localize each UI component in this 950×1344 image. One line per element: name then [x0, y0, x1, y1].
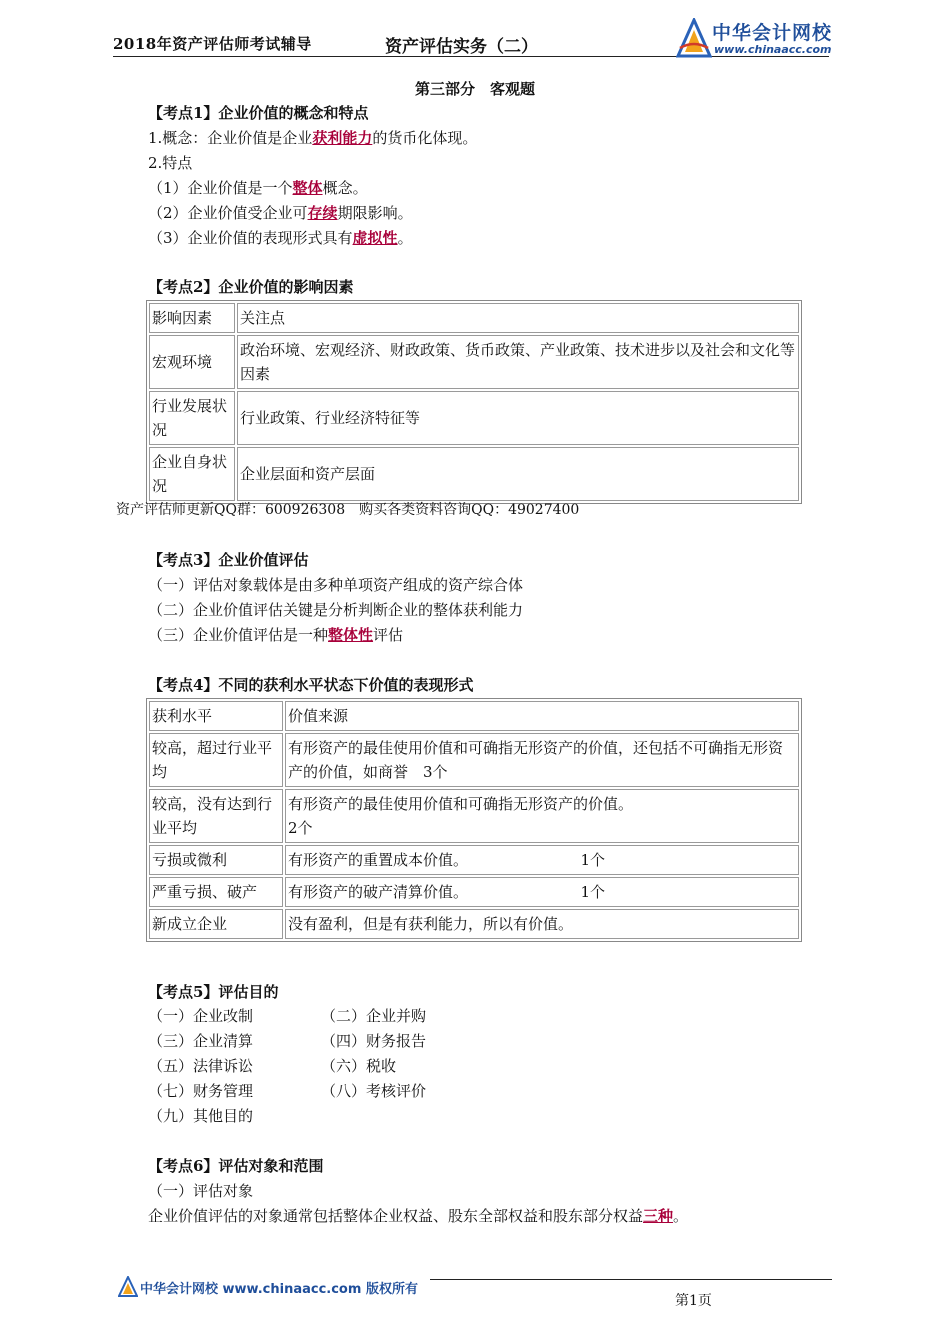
- table-cell: 有形资产的最佳使用价值和可确指无形资产的价值，还包括不可确指无形资产的价值，如商誉 3个: [285, 733, 799, 787]
- table-cell: 较高，超过行业平均: [149, 733, 283, 787]
- table-cell: 企业自身状况: [149, 447, 235, 501]
- header-exam-title: 2018年资产评估师考试辅导: [113, 35, 312, 53]
- logo-mark-icon: [676, 18, 712, 60]
- chinaacc-logo: [676, 16, 856, 62]
- k3-line2: （二）企业价值评估关键是分析判断企业的整体获利能力: [148, 601, 524, 619]
- table-cell: 企业层面和资产层面: [237, 447, 799, 501]
- list-item: （九）其他目的: [148, 1107, 254, 1125]
- table-row: [149, 789, 799, 843]
- k5-left-column: [148, 1004, 253, 1129]
- k1-line-feature1: [148, 178, 368, 198]
- table-cell: 行业政策、行业经济特征等: [237, 391, 799, 445]
- k5-right-column: [321, 1004, 426, 1104]
- k1-line1-highlight: 获利能力: [312, 129, 373, 147]
- k1-line1-post: 的货币化体现。: [372, 129, 478, 147]
- k1-line4-post: 期限影响。: [337, 204, 413, 222]
- table-cell: 有形资产的重置成本价值。 1个: [285, 845, 799, 875]
- table-cell: 新成立企业: [149, 909, 283, 939]
- table-cell: 有形资产的最佳使用价值和可确指无形资产的价值。 2个: [285, 789, 799, 843]
- table-cell: 宏观环境: [149, 335, 235, 389]
- k1-line5-post: 。: [397, 229, 413, 247]
- k6-title: 【考点6】评估对象和范围: [148, 1157, 324, 1175]
- k1-line5-highlight: 虚拟性: [352, 229, 398, 247]
- table-row: [149, 701, 799, 731]
- table-cell: 获利水平: [149, 701, 283, 731]
- list-item: （五）法律诉讼: [148, 1057, 254, 1075]
- table-row: [149, 303, 799, 333]
- page-number: 第1页: [675, 1293, 712, 1309]
- qq-contact-line: 资产评估师更新QQ群：600926308 购买各类资料咨询QQ：49027400: [116, 502, 580, 518]
- table-cell: 行业发展状况: [149, 391, 235, 445]
- list-item: （六）税收: [321, 1057, 397, 1075]
- k1-line-feature2: [148, 203, 413, 223]
- k2-title: 【考点2】企业价值的影响因素: [148, 278, 354, 296]
- k3-line3-post: 评估: [373, 626, 404, 644]
- table-cell: 亏损或微利: [149, 845, 283, 875]
- list-item: （三）企业清算: [148, 1032, 254, 1050]
- table-cell: 关注点: [237, 303, 799, 333]
- part-title: 第三部分 客观题: [414, 80, 535, 98]
- k1-title: 【考点1】企业价值的概念和特点: [148, 104, 369, 122]
- table-cell: 有形资产的破产清算价值。 1个: [285, 877, 799, 907]
- k4-title: 【考点4】不同的获利水平状态下价值的表现形式: [148, 676, 474, 694]
- list-item: （一）企业改制: [148, 1007, 254, 1025]
- k1-line4-highlight: 存续: [307, 204, 338, 222]
- k3-line1: （一）评估对象载体是由多种单项资产组成的资产综合体: [148, 576, 524, 594]
- k1-line-concept: [148, 128, 477, 148]
- table-row: [149, 733, 799, 787]
- k1-line-features: 2.特点: [148, 154, 193, 172]
- table-cell: 价值来源: [285, 701, 799, 731]
- k6-line2-highlight: 三种: [643, 1207, 674, 1225]
- k3-line3-highlight: 整体性: [328, 626, 374, 644]
- list-item: （四）财务报告: [321, 1032, 427, 1050]
- k6-line2-post: 。: [673, 1207, 689, 1225]
- table-row: [149, 909, 799, 939]
- logo-text: 中华会计网校: [712, 22, 833, 44]
- list-item: （七）财务管理: [148, 1082, 254, 1100]
- list-item: （八）考核评价: [321, 1082, 427, 1100]
- k3-title: 【考点3】企业价值评估: [148, 551, 309, 569]
- table-cell: 严重亏损、破产: [149, 877, 283, 907]
- k6-line2-pre: 企业价值评估的对象通常包括整体企业权益、股东全部权益和股东部分权益: [148, 1207, 644, 1225]
- table-cell: 较高，没有达到行业平均: [149, 789, 283, 843]
- k1-line3-pre: （1）企业价值是一个: [148, 179, 293, 197]
- k3-line3-pre: （三）企业价值评估是一种: [148, 626, 329, 644]
- footer-copyright: 中华会计网校 www.chinaacc.com 版权所有: [140, 1282, 418, 1297]
- logo-url: www.chinaacc.com: [714, 43, 832, 56]
- table-row: [149, 335, 799, 389]
- table-row: [149, 845, 799, 875]
- table-row: [149, 877, 799, 907]
- k2-factors-table: [146, 300, 802, 504]
- table-row: [149, 447, 799, 501]
- table-cell: 影响因素: [149, 303, 235, 333]
- k1-line5-pre: （3）企业价值的表现形式具有: [148, 229, 353, 247]
- k1-line3-highlight: 整体: [292, 179, 323, 197]
- footer-divider: [430, 1279, 832, 1280]
- table-cell: 没有盈利，但是有获利能力，所以有价值。: [285, 909, 799, 939]
- k6-line2: [148, 1206, 688, 1226]
- k1-line4-pre: （2）企业价值受企业可: [148, 204, 308, 222]
- k3-line3: [148, 625, 403, 645]
- k6-line1: （一）评估对象: [148, 1182, 254, 1200]
- k1-line-feature3: [148, 228, 413, 248]
- header-subject-title: 资产评估实务（二）: [385, 37, 538, 57]
- k5-title: 【考点5】评估目的: [148, 983, 279, 1001]
- table-row: [149, 391, 799, 445]
- footer-logo-icon: [118, 1276, 138, 1298]
- list-item: （二）企业并购: [321, 1007, 427, 1025]
- k1-line1-pre: 1.概念：企业价值是企业: [148, 129, 313, 147]
- k4-profit-table: [146, 698, 802, 942]
- k1-line3-post: 概念。: [322, 179, 368, 197]
- table-cell: 政治环境、宏观经济、财政政策、货币政策、产业政策、技术进步以及社会和文化等因素: [237, 335, 799, 389]
